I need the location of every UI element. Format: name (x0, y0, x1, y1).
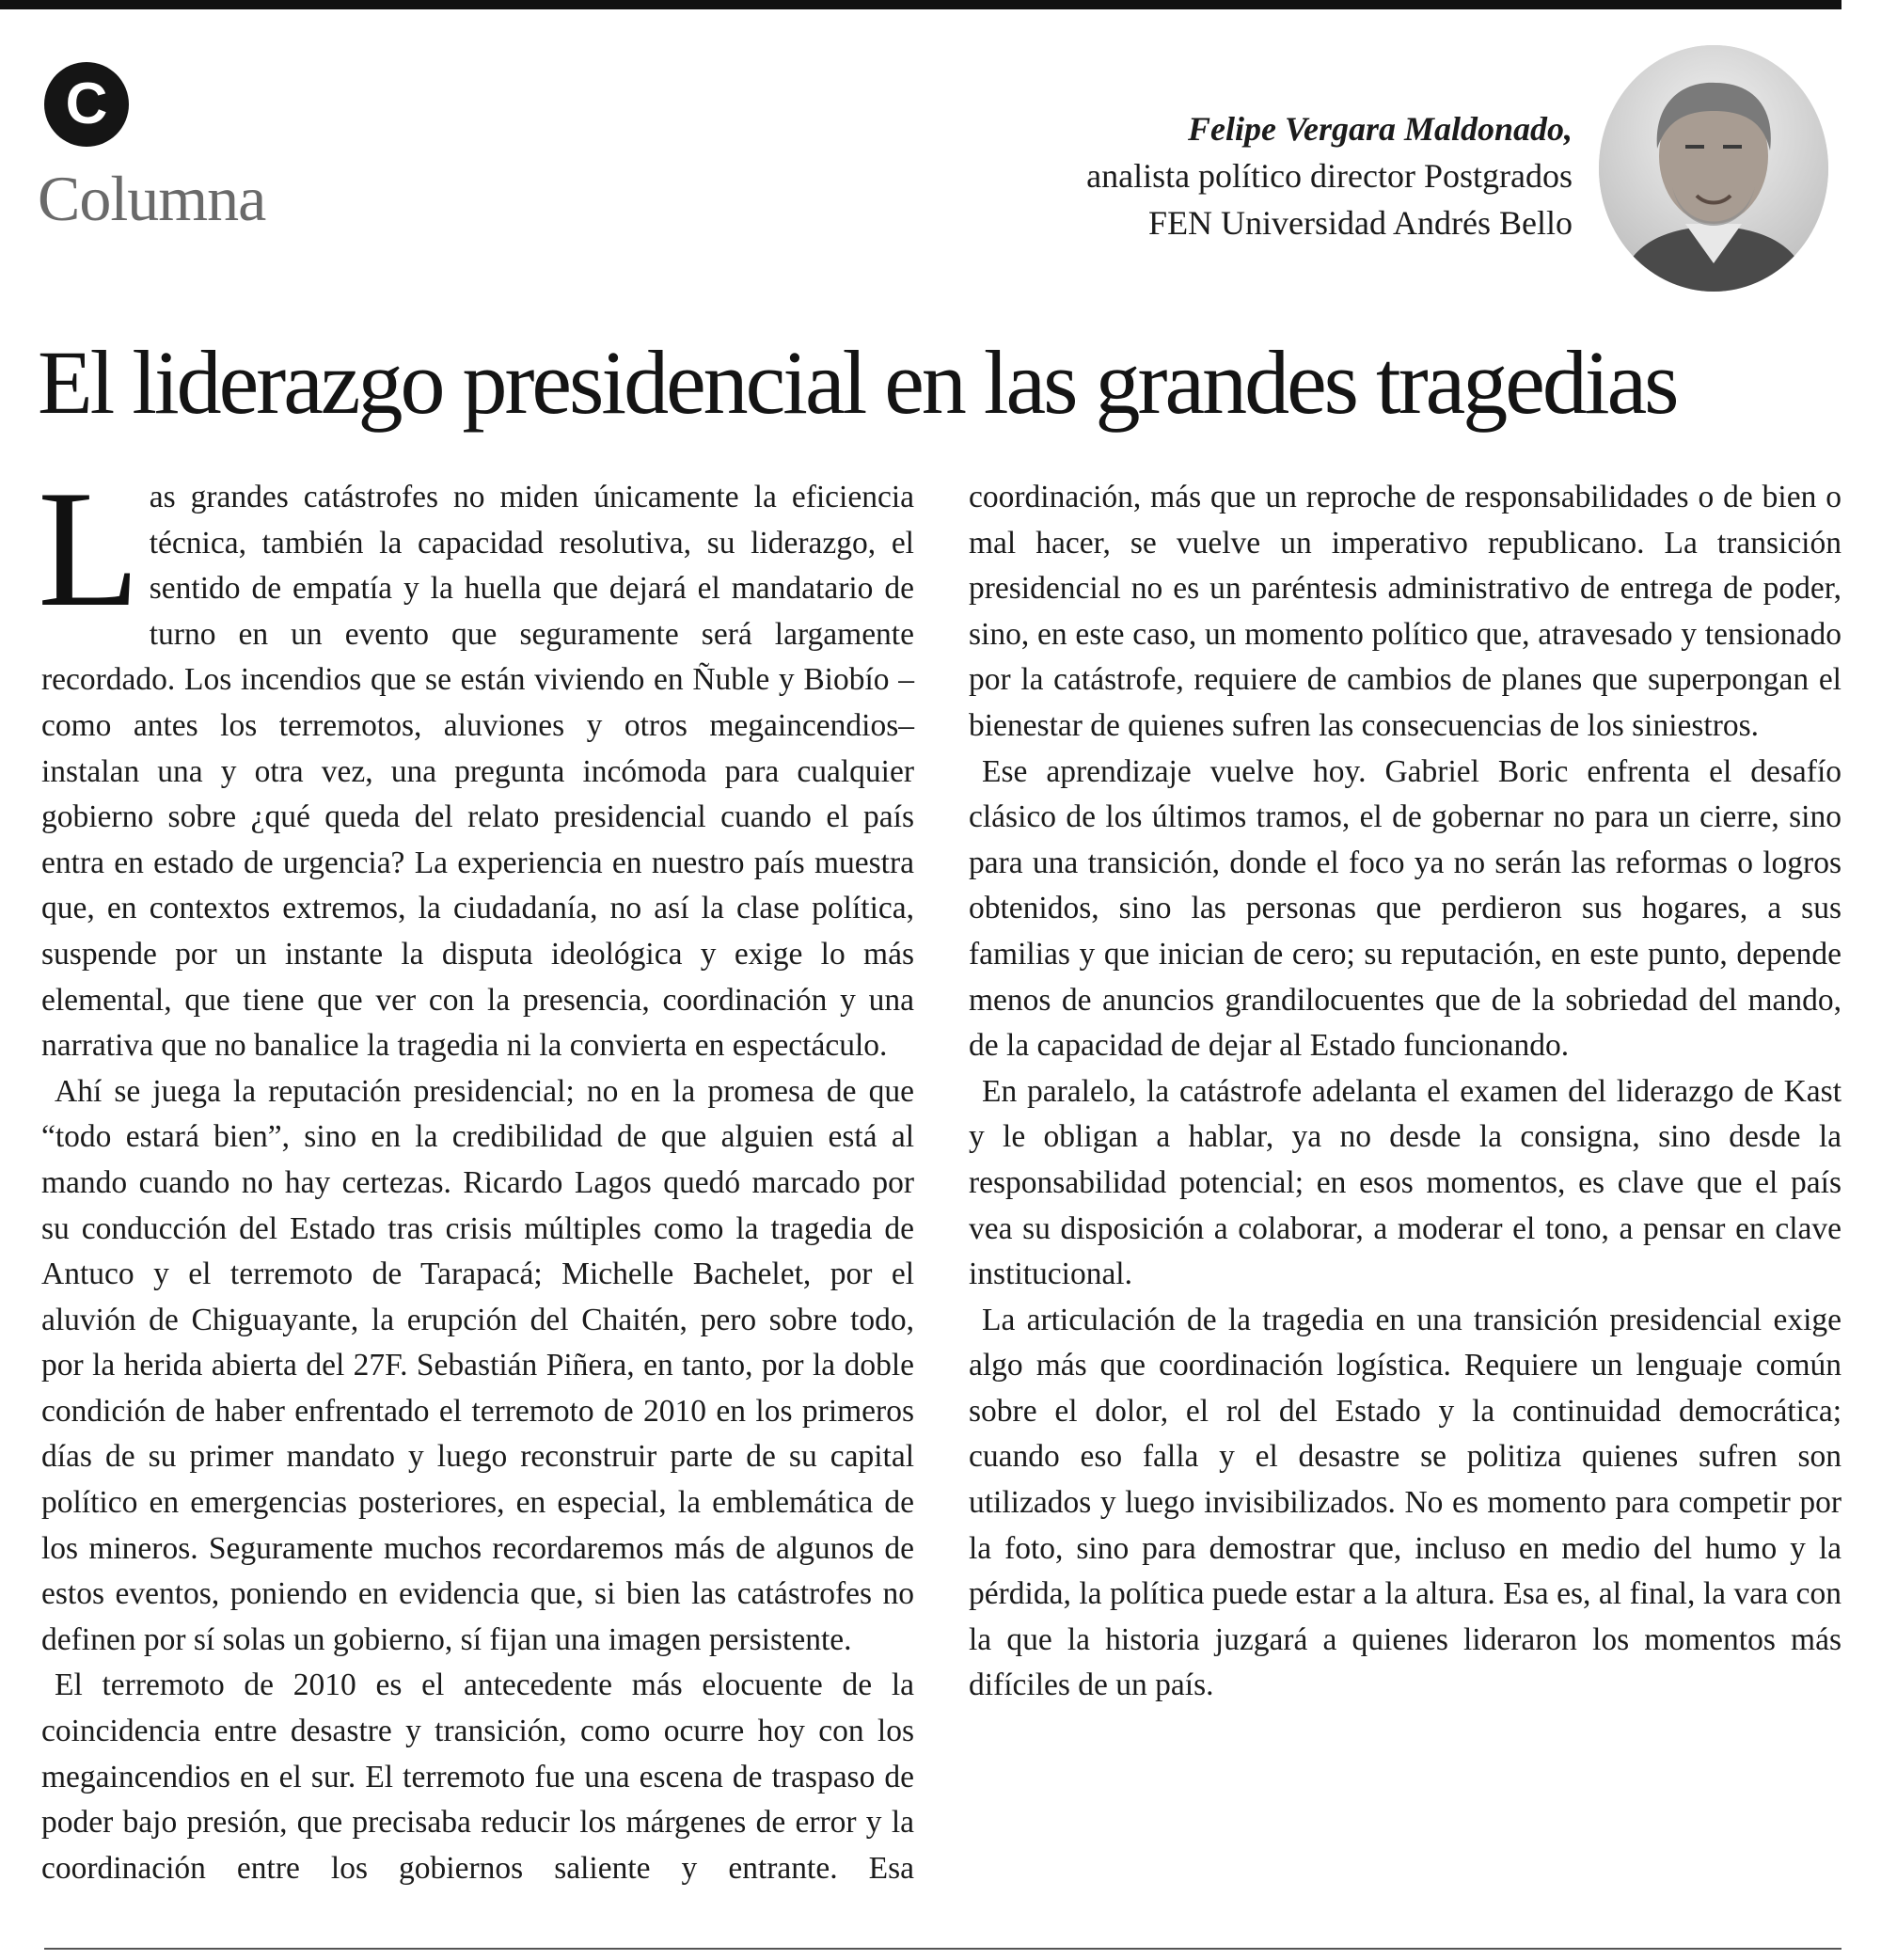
article-paragraph: La articulación de la tragedia en una transición presidencial exige algo más que coordinación logística. Requiere un lenguaje común sobre el dolor, el rol del Estado y la continuidad democrática; cuando eso falla y el desastre se politiza quienes sufren son utilizados y luego invisibilizados. No es momento para competir por la foto, sino para demostrar que, incluso en medio del humo y la pérdida, la política puede estar a la altura. Esa es, al final, la vara con la que la historia juzgará a quienes lideraron los momentos más difíciles de un país. (969, 1302, 1841, 1703)
author-role: analista político director Postgrados (1086, 157, 1573, 195)
portrait-illustration (1599, 45, 1828, 292)
article-headline: El liderazgo presidencial en las grandes tragedias (38, 332, 1677, 433)
article-paragraph: El terremoto de 2010 es el antecedente más elocuente de la coincidencia entre desastre y transición, como ocurre hoy con los megaincendios en el sur. El terremoto fue una escena de traspaso de poder bajo presión, que precisaba reducir los márgenes de error y la coordinación entre los gobiernos saliente y entrante. Esa coordinación, más que un reproche de responsabilidades o de bien o mal hacer, se vuelve un imperativo republicano. La transición presidencial no es un paréntesis administrativo de entrega de poder, sino, en este caso, un momento político que, atravesado y tensionado por la catástrofe, requiere de cambios de planes que superpongan el bienestar de quienes sufren las consecuencias de los siniestros. (41, 480, 1841, 1886)
article-paragraph: En paralelo, la catástrofe adelanta el examen del liderazgo de Kast y le obligan a hablar, ya no desde la consigna, sino desde la responsabilidad potencial; en esos momentos, es clave que el país vea su disposición a colaborar, a moderar el tono, a pensar en clave institucional. (969, 1073, 1841, 1292)
bottom-rule (44, 1948, 1841, 1950)
section-label: Columna (38, 163, 266, 234)
column-badge-letter: C (65, 71, 108, 136)
article-body (38, 455, 1841, 1933)
article-paragraph: Ahí se juega la reputación presidencial; no en la promesa de que “todo estará bien”, sino en la credibilidad de que alguien está al mando cuando no hay certezas. Ricardo Lagos quedó marcado por su conducción del Estado tras crisis múltiples como la tragedia de Antuco y el terremoto de Tarapacá; Michelle Bachelet, por el aluvión de Chiguayante, la erupción del Chaitén, pero sobre todo, por la herida abierta del 27F. Sebastián Piñera, en tanto, por la doble condición de haber enfrentado el terremoto de 2010 en los primeros días de su primer mandato y luego reconstruir parte de su capital político en emergencias posteriores, en especial, la emblemática de los mineros. Seguramente muchos recordaremos más de algunos de estos eventos, poniendo en evidencia que, si bien las catástrofes no definen por sí solas un gobierno, sí fijan una imagen persistente. (41, 1073, 914, 1657)
author-institution: FEN Universidad Andrés Bello (1148, 204, 1573, 242)
article-paragraph: Ese aprendizaje vuelve hoy. Gabriel Boric enfrenta el desafío clásico de los últimos tramos, el de gobernar no para un cierre, sino para una transición, donde el foco ya no serán las reformas o logros obtenidos, sino las personas que perdieron sus hogares, a sus familias y que inician de cero; su reputación, en este punto, depende menos de anuncios grandilocuentes que de la sobriedad del mando, de la capacidad de dejar al Estado funcionando. (969, 753, 1841, 1064)
column-badge-icon (44, 62, 129, 147)
article-paragraph: Las grandes catástrofes no miden únicamente la eficiencia técnica, también la capacidad resolutiva, su liderazgo, el sentido de empatía y la huella que dejará el mandatario de turno en un evento que seguramente será largamente recordado. Los incendios que se están viviendo en Ñuble y Biobío –como antes los terremotos, aluviones y otros megaincendios– instalan una y otra vez, una pregunta incómoda para cualquier gobierno sobre ¿qué queda del relato presidencial cuando el país entra en estado de urgencia? La experiencia en nuestro país muestra que, en contextos extremos, la ciudadanía, no así la clase política, suspende por un instante la disputa ideológica y exige lo más elemental, que tiene que ver con la presencia, coordinación y una narrativa que no banalice la tragedia ni la convierta en espectáculo. (38, 455, 914, 1064)
top-rule (0, 0, 1841, 9)
author-byline (1086, 105, 1573, 246)
author-portrait-photo (1599, 45, 1828, 292)
author-name: Felipe Vergara Maldonado, (1187, 110, 1573, 148)
